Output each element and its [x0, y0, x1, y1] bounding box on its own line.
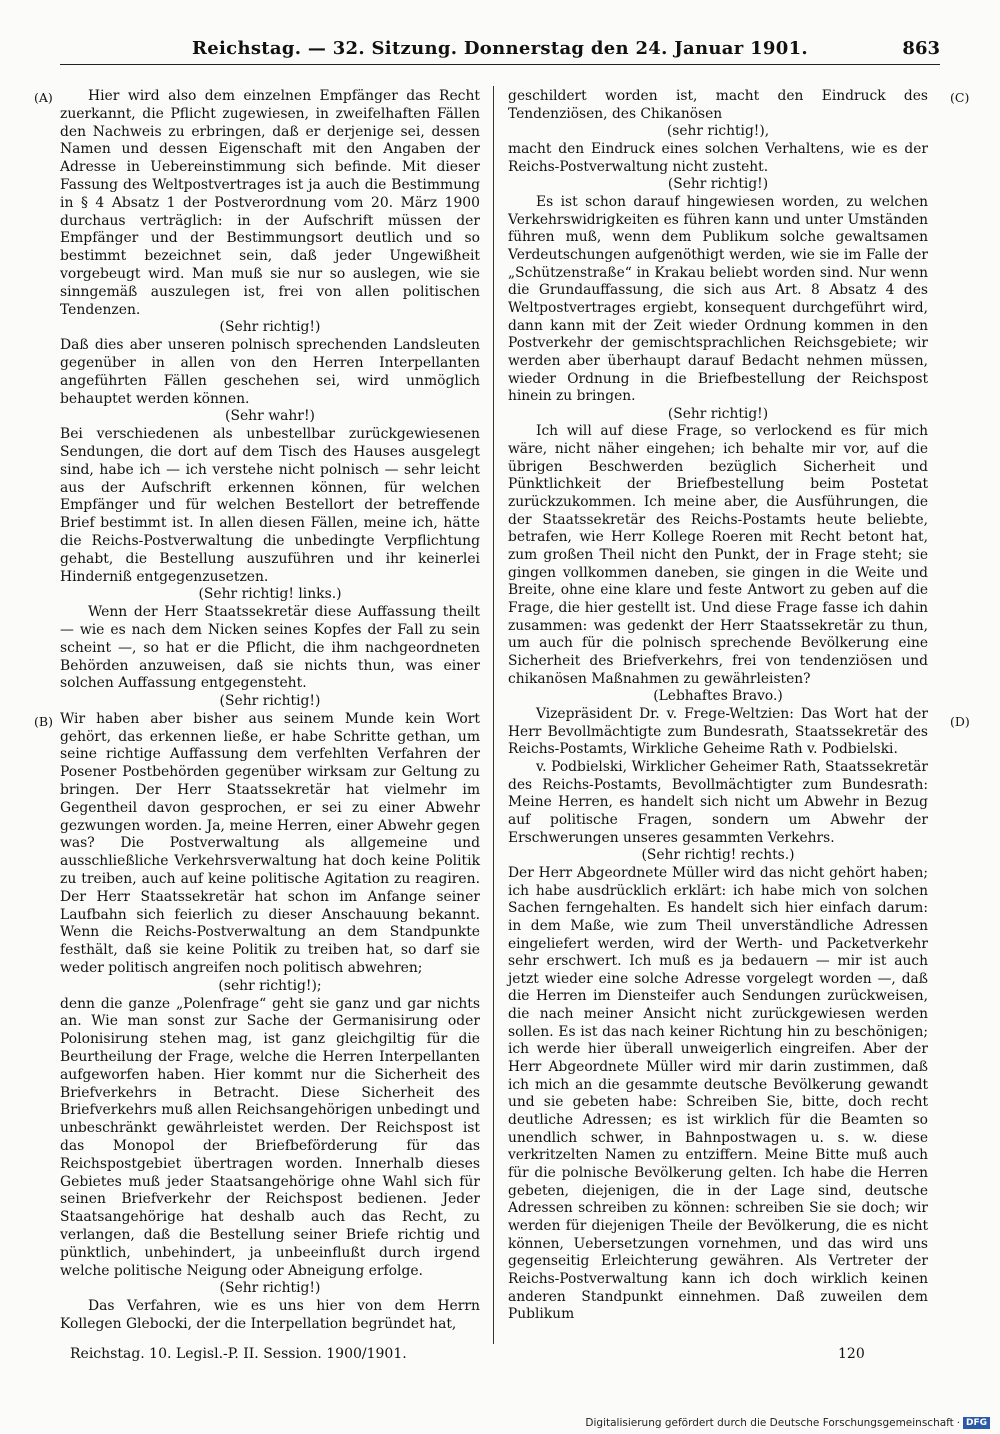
footer-session-info: Reichstag. 10. Legisl.-P. II. Session. 1900/1901. — [70, 1346, 407, 1362]
interjection: (Sehr richtig! links.) — [198, 586, 342, 603]
separator-dot: · — [956, 1417, 960, 1429]
interjection: (Sehr wahr!) — [225, 408, 315, 425]
paragraph: Wir haben aber bisher aus seinem Munde kein Wort gehört, das erkennen ließe, er habe Schritte gethan, um seine richtige Auffassung dem verfehlten Verfahren der Posener Postbehörden gegenüber wirksam zur Geltung zu bringen. Der Herr Staatssekretär hat vielmehr im Gegentheil davon gesprochen, er sei zu einer Abwehr gezwungen worden. Ja, meine Herren, einer Abwehr gegen was? Die Postverwaltung als allgemeine und ausschließliche Verkehrsverwaltung hat doch keine Politik zu treiben, auch auf keine politische Agitation zu reagiren. Der Herr Staatssekretär hat schon im Anfange seiner Laufbahn sich feierlich zu dieser Anschauung bekannt. Wenn die Reichs-Postverwaltung an dem Standpunkte festhält, daß sie keine Politik zu treiben hat, so darf sie weder politisch angreifen noch politisch abwehren; — [60, 710, 480, 977]
digitization-notice — [585, 1416, 990, 1430]
interjection: (Sehr richtig!) — [219, 319, 321, 336]
margin-marker-b: (B) — [34, 714, 53, 729]
paragraph: Ich will auf diese Frage, so verlockend es für mich wäre, nicht näher eingehen; ich behalte mir vor, auf die übrigen Beschwerden bezüglich Sicherheit und Pünktlichkeit der Briefbestellung beim Postetat zurückzukommen. Ich meine aber, die Ausführungen, die der Staatssekretär des Reichs-Postamts heute beliebte, betrafen, wie Herr Kollege Roeren mit Recht betont hat, zum großen Theil nicht den Punkt, der in Frage steht; sie gingen vollkommen daneben, sie gingen in die Weite und Breite, ohne eine klare und feste Antwort zu geben auf die Frage, die hier gestellt ist. Und diese Frage fasse ich dahin zusammen: was gedenkt der Herr Staatssekretär zu thun, um auch für die polnisch sprechende Bevölkerung eine Sicherheit des Briefverkehrs, frei von tendenziösen und chikanösen Maßnahmen zu gewährleisten? — [508, 423, 928, 687]
interjection: (Sehr richtig!) — [219, 693, 321, 710]
digitization-text: Digitalisierung gefördert durch die Deutsche Forschungsgemeinschaft — [585, 1417, 954, 1429]
footer-sheet-number: 120 — [838, 1346, 865, 1362]
margin-marker-a: (A) — [34, 90, 53, 105]
interjection: (Lebhaftes Bravo.) — [653, 688, 783, 705]
margin-marker-d: (D) — [950, 714, 970, 729]
paragraph: Daß dies aber unseren polnisch sprechenden Landsleuten gegenüber in allen von den Herren Interpellanten angeführten Fällen geschehen sei, wird unmöglich behauptet werden können. — [60, 337, 480, 407]
paragraph: geschildert worden ist, macht den Eindruck des Tendenziösen, des Chikanösen — [508, 88, 928, 122]
column-divider — [493, 86, 494, 1344]
interjection: (Sehr richtig!) — [219, 1280, 321, 1297]
paragraph: denn die ganze „Polenfrage“ geht sie ganz und gar nichts an. Wie man sonst zur Sache der Germanisirung oder Polonisirung stehen mag, ist ganz gleichgiltig für die Beurtheilung der Frage, welche die Herren Interpellanten aufgeworfen haben. Hier kommt nur die Sicherheit des Briefverkehrs in Betracht. Diese Sicherheit des Briefverkehrs muß allen Reichsangehörigen unbedingt und unbeschränkt gewährleistet werden. Der Reichspost ist das Monopol der Briefbeförderung für das Reichspostgebiet übertragen worden. Innerhalb dieses Gebietes muß jeder Staatsangehörige ohne Wahl sich für seinen Briefverkehr der Reichspost bedienen. Jeder Staatsangehörige hat deshalb auch das Recht, zu verlangen, daß die Bestellung seiner Briefe richtig und pünktlich, unbehindert, ja unbeeinflußt durch irgend welche politische Neigung oder Abneigung erfolge. — [60, 995, 480, 1279]
margin-marker-c: (C) — [950, 90, 970, 105]
paragraph: v. Podbielski, Wirklicher Geheimer Rath, Staatssekretär des Reichs-Postamts, Bevollmächtigter zum Bundesrath: Meine Herren, es handelt sich nicht um Abwehr in Bezug auf politische Fragen, sondern um Abwehr der Erschwerungen unseres gesammten Verkehrs. — [508, 758, 928, 846]
running-header — [60, 38, 940, 65]
interjection: (sehr richtig!), — [666, 123, 770, 140]
interjection: (sehr richtig!); — [218, 977, 322, 994]
interjection: (Sehr richtig! rechts.) — [641, 847, 795, 864]
paragraph: Bei verschiedenen als unbestellbar zurückgewiesenen Sendungen, die dort auf dem Tisch des Hauses ausgelegt sind, habe ich — ich verstehe nicht polnisch — sehr leicht aus der Aufschrift erkennen können, für welchen Empfänger und für welchen Bestellort der betreffende Brief bestimmt ist. In allen diesen Fällen, meine ich, hätte die Reichs-Postverwaltung die unbedingte Verpflichtung gehabt, die Bestellung auszuführen und ihr keinerlei Hinderniß entgegenzusetzen. — [60, 426, 480, 585]
paragraph: Wenn der Herr Staatssekretär diese Auffassung theilt — wie es nach dem Nicken seines Kopfes der Fall zu sein scheint —, so hat er die Pflicht, die ihm nachgeordneten Behörden anzuweisen, daß sie nichts thun, was einer solchen Auffassung entgegensteht. — [60, 604, 480, 692]
paragraph: macht den Eindruck eines solchen Verhaltens, wie es der Reichs-Postverwaltung nicht zusteht. — [508, 140, 928, 175]
interjection: (Sehr richtig!) — [667, 405, 769, 422]
paragraph: Hier wird also dem einzelnen Empfänger das Recht zuerkannt, die Pflicht zugewiesen, in zweifelhaften Fällen den Nachweis zu erbringen, daß er derjenige sei, dessen Namen und dessen Eigenschaft mit den Angaben der Adresse in Uebereinstimmung sich befinde. Mit dieser Fassung des Weltpostvertrages ist ja auch die Bestimmung in § 4 Absatz 1 der Postverordnung vom 20. März 1900 durchaus verträglich: in der Aufschrift müssen der Empfänger und der Bestimmungsort deutlich und so bestimmt bezeichnet sein, daß jeder Ungewißheit vorgebeugt wird. Man muß sie nur so auslegen, wie sie sinngemäß auszulegen ist, frei von allen politischen Tendenzen. — [60, 88, 480, 318]
interjection: (Sehr richtig!) — [667, 176, 769, 193]
left-text-column — [60, 88, 480, 1334]
page-number: 863 — [902, 38, 940, 59]
paragraph: Vizepräsident Dr. v. Frege-Weltzien: Das Wort hat der Herr Bevollmächtigte zum Bundesrath, Staatssekretär des Reichs-Postamts, Wirkliche Geheime Rath v. Podbielski. — [508, 705, 928, 758]
right-text-column — [508, 88, 928, 1324]
dfg-logo: DFG — [963, 1417, 990, 1429]
paragraph: Es ist schon darauf hingewiesen worden, zu welchen Verkehrswidrigkeiten es führen kann und unter Umständen führen muß, wenn dem Publikum solche gewaltsamen Verdeutschungen aufgenöthigt werden, wie sie im Falle der „Schützenstraße“ in Krakau beliebt worden sind. Nur wenn die Grundauffassung, die sich aus Art. 8 Absatz 4 des Weltpostvertrages ergiebt, konsequent durchgeführt wird, dann kann mit der Zeit wieder Ordnung kommen in den Postverkehr der gemischtsprachlichen Reichsgebiete; wir werden aber überhaupt darauf Bedacht nehmen müssen, wieder Ordnung in die Briefbestellung der Reichspost hinein zu bringen. — [508, 193, 928, 405]
paragraph: Der Herr Abgeordnete Müller wird das nicht gehört haben; ich habe ausdrücklich erklärt: ich habe mich von solchen Sachen ferngehalten. Es handelt sich hier einfach darum: in dem Maße, wie zum Theil unverständliche Adressen eingeliefert werden, wird der Werth- und Packetverkehr sehr erschwert. Ich muß es ja bedauern — mir ist auch jetzt wieder eine solche Adresse vorgelegt worden —, daß die Herren im Diensteifer auch Sendungen zurückweisen, die nach meiner Ansicht nicht zurückgewiesen werden sollen. Es ist das nach keiner Richtung hin zu beschönigen; ich werde hier überall unweigerlich eingreifen. Aber der Herr Abgeordnete Müller wird mir darin zustimmen, daß ich mich an die gesammte deutsche Bevölkerung gewandt und sie gebeten habe: Schreiben Sie, bitte, doch recht deutliche Adressen; es ist wirklich für die Beamten so unendlich schwer, in Bahnpostwagen u. s. w. diese verkritzelten Namen zu entziffern. Meine Bitte muß auch für die polnische Bevölkerung gelten. Ich habe die Herren gebeten, diejenigen, die in der Lage sind, deutsche Adressen schreiben zu können: schreiben Sie sie doch; wir werden für diejenigen Theile der Bevölkerung, die es nicht können, Uebersetzungen vornehmen, und das wird uns gegenseitig Erleichterung gewähren. Als Vertreter der Reichs-Postverwaltung kann ich doch wirklich keinen anderen Standpunkt einnehmen. Daß zuweilen dem Publikum — [508, 864, 928, 1323]
paragraph: Das Verfahren, wie es uns hier von dem Herrn Kollegen Glebocki, der die Interpellation begründet hat, — [60, 1298, 480, 1332]
header-title: Reichstag. — 32. Sitzung. Donnerstag den 24. Januar 1901. — [192, 38, 808, 59]
